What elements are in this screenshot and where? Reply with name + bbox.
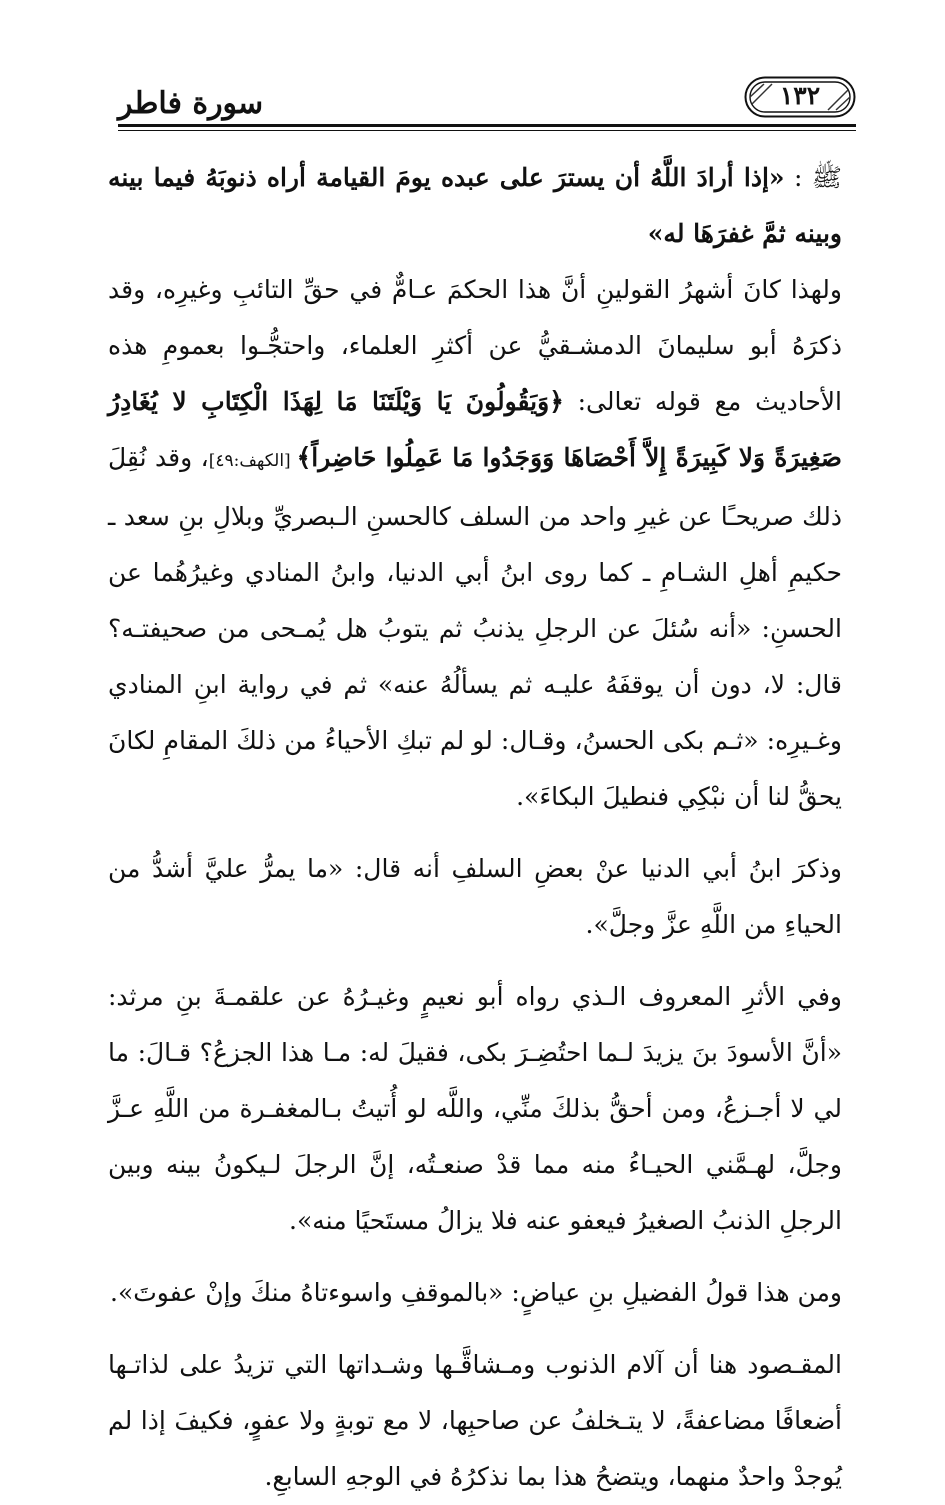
hadith-quote: «إذا أرادَ اللَّهُ أن يسترَ على عبده يومَ القيامة أراه ذنوبَهُ فيما بينه وبينه ثمَّ غفرَهَا له» xyxy=(108,163,842,248)
paragraph xyxy=(108,969,842,1249)
paragraph xyxy=(108,1265,842,1321)
paragraph xyxy=(108,262,842,825)
surah-title: سورة فاطر xyxy=(118,86,264,121)
text-segment: ولهذا كانَ أشهرُ القولينِ أنَّ هذا الحكمَ عـامٌّ في حقِّ التائبِ وغيرِه، وقد ذكرَهُ أبو سليمانَ الدمشـقيُّ عن أكثرِ العلماء، واحتجُّـوا بعمومِ هذه الأحاديث مع قوله تعالى: xyxy=(108,275,842,416)
text-segment: ، وقد نُقِلَ ذلك صريحـًا عن غيرِ واحد من السلف كالحسنِ الـبصريِّ وبلالِ بنِ سعد ـ حكيمِ أهلِ الشـامِ ـ كما روى ابنُ أبي الدنيا، وابنُ المنادي وغيرُهُما عن الحسنِ: «أنه سُئلَ عن الرجلِ يذنبُ ثم يتوبُ هل يُمـحى من صحيفتـه؟ قال: لا، دون أن يوقفَهُ عليـه ثم يسألُهُ عنه» ثم في رواية ابنِ المنادي وغـيرِه: «ثـم بكى الحسنُ، وقـال: لو لم تبكِ الأحياءُ من ذلكَ المقامِ لكانَ يحقُّ لنا أن نبْكِي فنطيلَ البكاءَ». xyxy=(108,443,842,811)
page-number-badge xyxy=(744,76,856,118)
quran-verse: ﴿وَيَقُولُونَ يَا وَيْلَتَنَا مَا لِهَذَا الْكِتَابِ لا يُغَادِرُ صَغِيرَةً وَلا كَبِيرَةً إِلاَّ أَحْصَاهَا وَوَجَدُوا مَا عَمِلُوا حَاضِراً﴾ xyxy=(108,387,842,472)
page-number: ١٣٢ xyxy=(779,81,821,110)
paragraph xyxy=(108,1337,842,1505)
header-rule-thick xyxy=(118,124,856,127)
header-rule-thin xyxy=(118,130,856,131)
text-segment: وفي الأثرِ المعروف الـذي رواه أبو نعيمٍ وغيـرُهُ عن علقمـةَ بنِ مرثد: «أنَّ الأسودَ بنَ يزيدَ لـما احتُضِـرَ بكى، فقيلَ له: مـا هذا الجزعُ؟ قـالَ: ما لي لا أجـزعُ، ومن أحقُّ بذلكَ منِّي، واللَّه لو أُتيتُ بـالمغفـرة من اللَّهِ عـزَّ وجلَّ، لهـمَّني الحيـاءُ منه مما قدْ صنعـتُه، إنَّ الرجلَ لـيكونُ بينه وبين الرجلِ الذنبُ الصغيرُ فيعفو عنه فلا يزالُ مستَحيًا منه». xyxy=(108,982,842,1235)
body-text xyxy=(108,150,842,1505)
verse-reference: [الكهف:٤٩] xyxy=(208,451,297,471)
text-segment: ﷺ : xyxy=(784,163,842,192)
paragraph xyxy=(108,150,842,262)
text-segment: المقـصود هنا أن آلام الذنوب ومـشاقَّـها وشـداتها التي تزيدُ على لذاتـها أضعافًا مضاعفةً، لا يتـخلفُ عن صاحبِها، لا مع توبةٍ ولا عفوٍ، فكيفَ إذا لم يُوجدْ واحدٌ منهما، ويتضحُ هذا بما نذكرُهُ في الوجهِ السابعِ. xyxy=(108,1350,842,1491)
paragraph xyxy=(108,841,842,953)
text-segment: ومن هذا قولُ الفضيلِ بنِ عياضٍ: «بالموقفِ واسوءتاهُ منكَ وإنْ عفوتَ». xyxy=(110,1278,842,1307)
text-segment: وذكرَ ابنُ أبي الدنيا عنْ بعضِ السلفِ أنه قال: «ما يمرُّ عليَّ أشدُّ من الحياءِ من اللَّهِ عزَّ وجلَّ». xyxy=(108,854,842,939)
